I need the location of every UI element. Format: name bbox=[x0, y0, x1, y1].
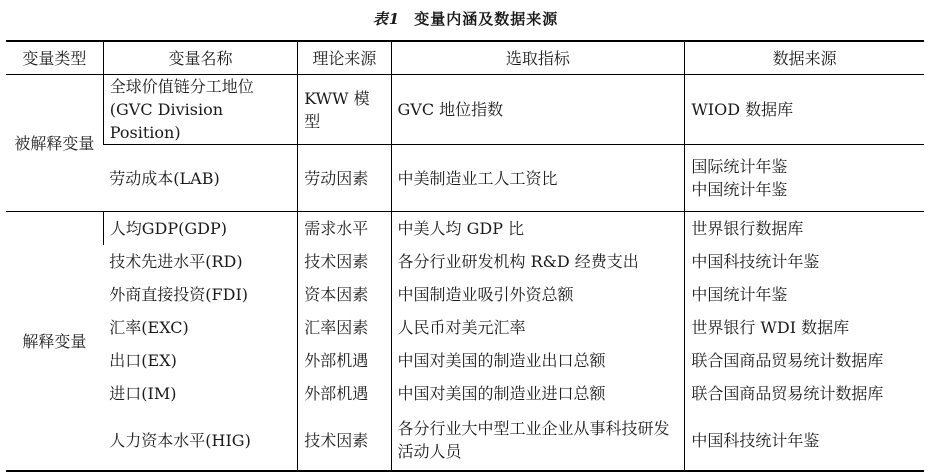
table-row bbox=[6, 212, 924, 246]
theory-cell: 外部机遇 bbox=[298, 377, 391, 410]
indicator-cell: 人民币对美元汇率 bbox=[391, 311, 685, 344]
explained-variables-group bbox=[6, 75, 924, 212]
variable-name-line: (GVC Division Position) bbox=[109, 100, 224, 142]
table-row bbox=[6, 311, 924, 344]
group-type-cell: 解释变量 bbox=[6, 212, 103, 472]
source-cell: 中国科技统计年鉴 bbox=[685, 245, 924, 278]
source-cell: 联合国商品贸易统计数据库 bbox=[685, 377, 924, 410]
source-cell bbox=[685, 75, 924, 145]
table-row bbox=[6, 75, 924, 145]
source-cell: 中国统计年鉴 bbox=[685, 278, 924, 311]
source-cell: 中国科技统计年鉴 bbox=[685, 410, 924, 471]
caption-label: 表1 bbox=[372, 10, 401, 28]
indicator-cell: 中国对美国的制造业出口总额 bbox=[391, 344, 685, 377]
indicator-cell: 各分行业大中型工业企业从事科技研发活动人员 bbox=[391, 410, 685, 471]
variable-name-cell: 进口(IM) bbox=[109, 384, 177, 403]
variable-name-cell: 劳动成本(LAB) bbox=[103, 145, 298, 212]
table-row bbox=[6, 410, 924, 471]
variable-name-cell: 人均GDP(GDP) bbox=[103, 212, 298, 246]
theory-cell: 劳动因素 bbox=[298, 145, 391, 212]
source-cell: 联合国商品贸易统计数据库 bbox=[685, 344, 924, 377]
group-type-cell: 被解释变量 bbox=[6, 75, 103, 212]
source-cell: 世界银行数据库 bbox=[685, 212, 924, 246]
table-row bbox=[6, 377, 924, 410]
variable-name-cell: 技术先进水平(RD) bbox=[109, 252, 243, 271]
table-caption bbox=[0, 8, 931, 29]
table-row bbox=[6, 278, 924, 311]
theory-cell: 汇率因素 bbox=[298, 311, 391, 344]
indicator-cell: 中国制造业吸引外资总额 bbox=[391, 278, 685, 311]
indicator-cell: 各分行业研发机构 R&D 经费支出 bbox=[391, 245, 685, 278]
header-data-source: 数据来源 bbox=[685, 41, 924, 75]
theory-cell: 技术因素 bbox=[298, 245, 391, 278]
theory-cell: KWW 模型 bbox=[298, 75, 391, 145]
header-variable-name: 变量名称 bbox=[103, 41, 298, 75]
theory-cell: 技术因素 bbox=[298, 410, 391, 471]
table-row bbox=[6, 145, 924, 212]
variable-name-cell: 出口(EX) bbox=[109, 351, 177, 370]
header-indicator: 选取指标 bbox=[391, 41, 685, 75]
source-cell: 世界银行 WDI 数据库 bbox=[685, 311, 924, 344]
variable-name-cell: 汇率(EXC) bbox=[109, 318, 189, 337]
indicator-cell: 中美制造业工人工资比 bbox=[391, 145, 685, 212]
table-row bbox=[6, 344, 924, 377]
indicator-cell: 中国对美国的制造业进口总额 bbox=[391, 377, 685, 410]
explanatory-variables-group bbox=[6, 212, 924, 472]
theory-cell: 需求水平 bbox=[298, 212, 391, 246]
variable-name-cell: 人力资本水平(HIG) bbox=[103, 410, 298, 471]
source-cell bbox=[685, 145, 924, 212]
header-variable-type: 变量类型 bbox=[6, 41, 103, 75]
source-line: 中国统计年鉴 bbox=[691, 180, 788, 199]
table-row bbox=[6, 245, 924, 278]
indicator-cell: GVC 地位指数 bbox=[391, 75, 685, 145]
source-line: 国际统计年鉴 bbox=[691, 157, 788, 176]
caption-title: 变量内涵及数据来源 bbox=[414, 10, 559, 28]
variable-name-line: 全球价值链分工地位 bbox=[109, 77, 254, 96]
header-row bbox=[6, 41, 924, 75]
variables-table bbox=[6, 40, 924, 472]
variable-name-cell bbox=[103, 75, 298, 145]
variable-name-cell: 外商直接投资(FDI) bbox=[109, 285, 249, 304]
theory-cell: 资本因素 bbox=[298, 278, 391, 311]
theory-cell: 外部机遇 bbox=[298, 344, 391, 377]
source-line: WIOD 数据库 bbox=[691, 100, 794, 119]
indicator-cell: 中美人均 GDP 比 bbox=[391, 212, 685, 246]
header-theory-source: 理论来源 bbox=[298, 41, 391, 75]
